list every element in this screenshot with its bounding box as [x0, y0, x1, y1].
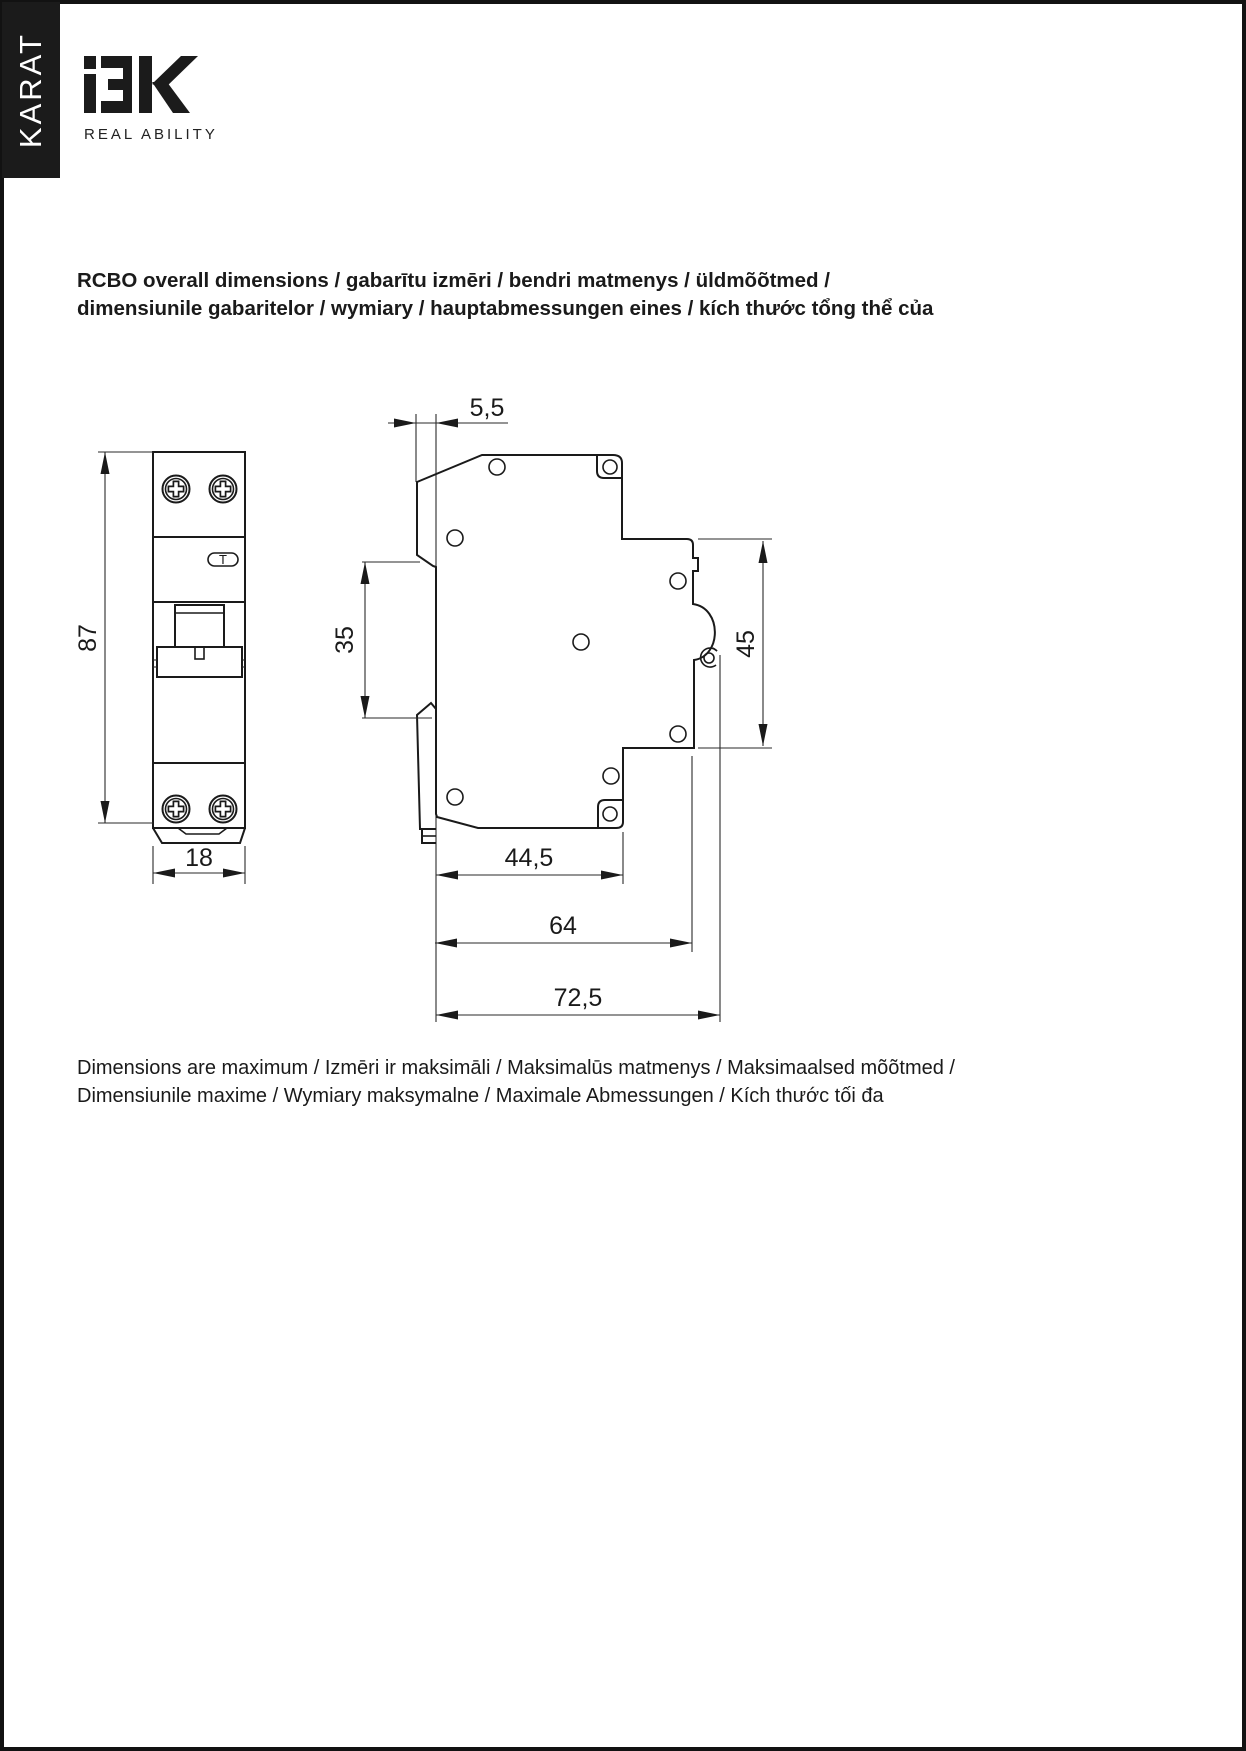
rivet	[603, 768, 619, 784]
dim-depth-total	[436, 655, 720, 1022]
dim-din-lip	[388, 394, 508, 428]
title-line-2: dimensiunile gabaritelor / wymiary / hauptabmessungen eines / kích thước tổng thể của	[77, 297, 934, 320]
toggle-switch	[153, 605, 245, 677]
front-view	[153, 452, 245, 843]
rivet	[447, 530, 463, 546]
test-button-label: T	[219, 552, 227, 567]
rivet	[603, 807, 617, 821]
front-bottom-skirt	[153, 828, 245, 843]
dim-label-18: 18	[185, 844, 213, 872]
front-body	[153, 452, 245, 828]
karat-series-label: KARAT	[13, 31, 48, 149]
dim-depth-step	[436, 832, 623, 884]
logo-tagline: REAL ABILITY	[84, 126, 218, 143]
rivet	[489, 459, 505, 475]
note-line-2: Dimensiunile maxime / Wymiary maksymalne / Maximale Abmessungen / Kích thước tối đa	[77, 1085, 884, 1107]
rivet	[573, 634, 589, 650]
dim-front-height	[74, 452, 153, 823]
rivet	[670, 573, 686, 589]
dim-label-87: 87	[74, 624, 102, 652]
rivet	[447, 789, 463, 805]
dim-label-45: 45	[732, 630, 760, 658]
side-profile	[417, 455, 715, 828]
test-button	[208, 552, 238, 567]
dim-depth-body	[435, 756, 692, 952]
dim-din-rail	[331, 562, 432, 718]
dim-label-35: 35	[331, 626, 359, 654]
note-line-1: Dimensions are maximum / Izmēri ir maksimāli / Maksimalūs matmenys / Maksimaalsed mõõtmed /	[77, 1057, 955, 1079]
dim-front-face	[698, 539, 772, 748]
dim-label-72-5: 72,5	[553, 984, 603, 1012]
rivet	[670, 726, 686, 742]
screw-terminal	[163, 476, 190, 503]
screw-terminal	[210, 796, 237, 823]
din-latch	[417, 703, 436, 843]
dimensions-note	[77, 1054, 1137, 1110]
dim-label-5-5: 5,5	[469, 394, 505, 422]
screw-terminal	[210, 476, 237, 503]
rivet	[603, 460, 617, 474]
dim-label-44-5: 44,5	[504, 844, 554, 872]
dim-label-64: 64	[549, 912, 577, 940]
screw-terminal	[163, 796, 190, 823]
title-line-1: RCBO overall dimensions / gabarītu izmēri / bendri matmenys / üldmõõtmed /	[77, 269, 830, 292]
dim-front-width	[153, 844, 245, 884]
